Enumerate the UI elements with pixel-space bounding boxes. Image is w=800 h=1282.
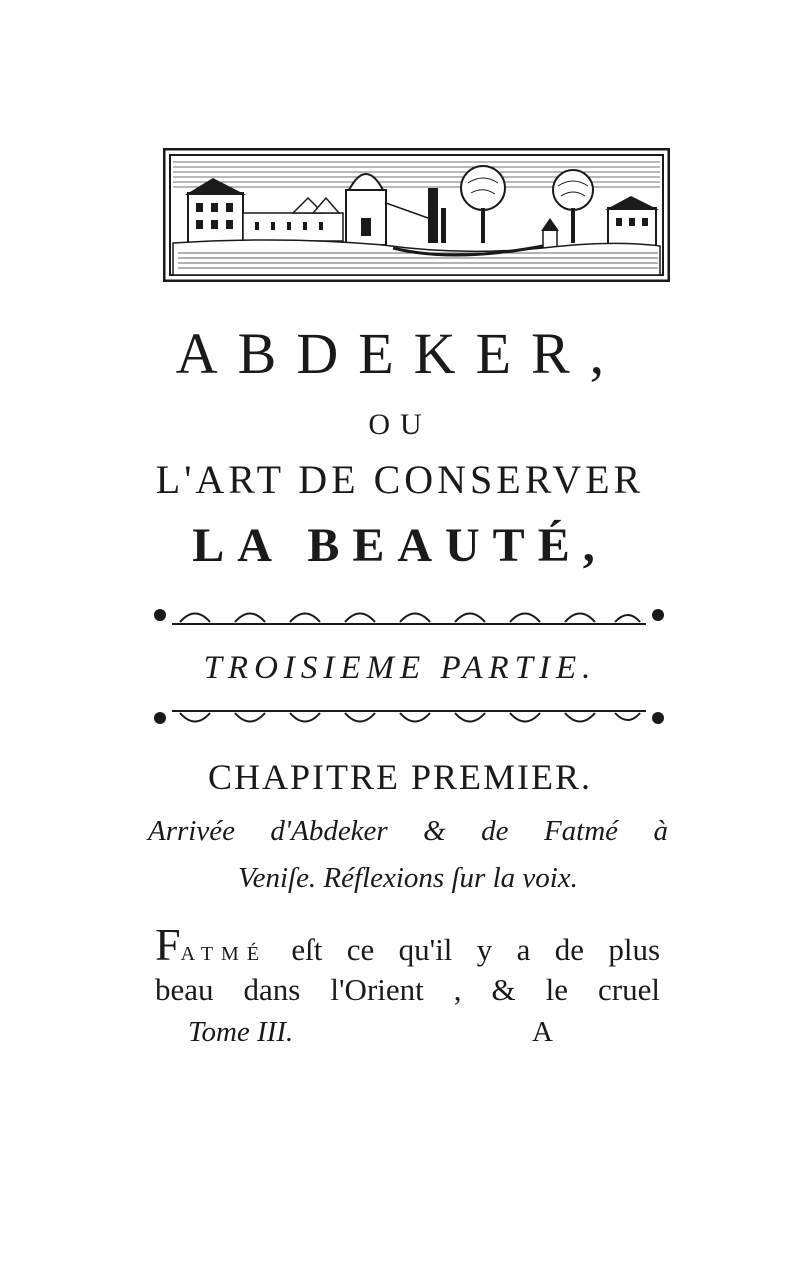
subtitle-line-2: LA BEAUTÉ,: [192, 519, 608, 572]
subtitle-line-1: L'ART DE CONSERVER: [155, 457, 645, 502]
drop-initial: F: [155, 919, 181, 970]
opening-word-rest: ATMÉ: [180, 943, 268, 965]
body-line-1-rest: eſt ce qu'il y a de plus: [291, 932, 661, 967]
fleuron-ornament-lower: [150, 705, 668, 735]
book-title: ABDEKER,: [175, 321, 625, 386]
chapter-summary-line-1: Arrivée d'Abdeker & de Fatmé à: [148, 815, 668, 847]
part-heading: TROISIEME PARTIE.: [203, 650, 597, 686]
body-text-line-1: [155, 919, 661, 970]
chapter-heading: CHAPITRE PREMIER.: [207, 757, 593, 797]
woodcut-headpiece-image: [163, 148, 670, 282]
body-text-line-2: beau dans l'Orient , & le cruel: [155, 972, 660, 1007]
fleuron-ornament-upper: [150, 600, 668, 630]
signature-mark: A: [532, 1016, 553, 1048]
volume-number: Tome III.: [188, 1016, 294, 1048]
chapter-summary-line-2: Veniſe. Réflexions ſur la voix.: [238, 862, 578, 894]
body-opening-word: [155, 919, 268, 970]
title-connector: OU: [368, 408, 432, 441]
